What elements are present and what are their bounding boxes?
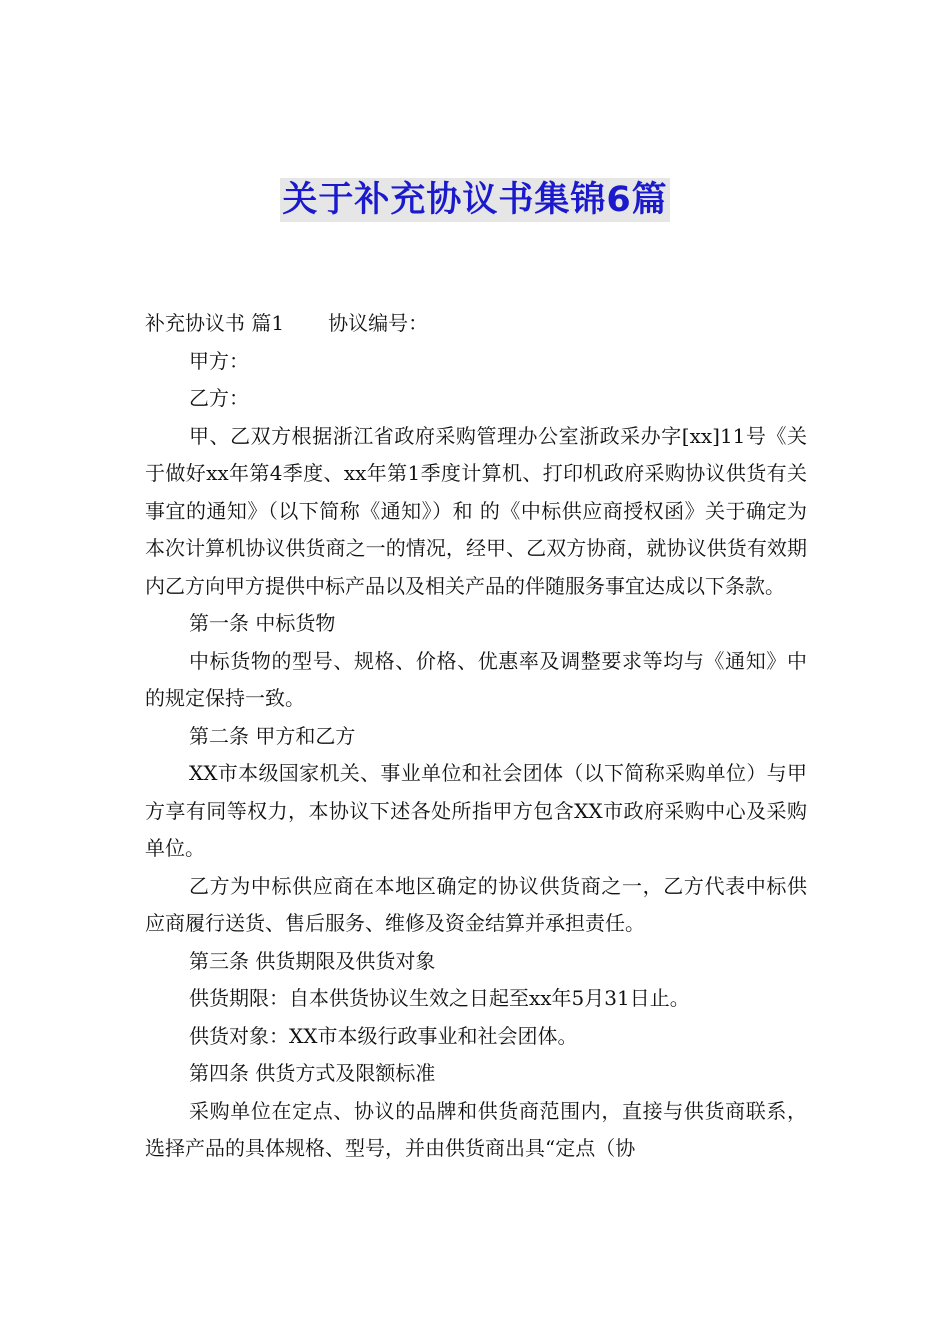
document-body [145,305,807,1168]
party-a-line: 甲方： [189,348,249,373]
article-4-text: 采购单位在定点、协议的品牌和供货商范围内，直接与供货商联系，选择产品的具体规格、型号，并由供货商出具“定点（协 [145,1098,807,1160]
article-4-heading: 第四条 供货方式及限额标准 [189,1061,436,1085]
article-2-text-1: XX市本级国家机关、事业单位和社会团体（以下简称采购单位）与甲方享有同等权力，本协议下述各处所指甲方包含XX市政府采购中心及采购单位。 [145,761,807,860]
supply-period-line: 供货期限：自本供货协议生效之日起至xx年5月31日止。 [189,986,690,1010]
article-3-heading: 第三条 供货期限及供货对象 [189,948,436,973]
article-1-heading: 第一条 中标货物 [189,611,336,635]
section-heading: 补充协议书 篇1 [145,311,285,335]
article-2-heading: 第二条 甲方和乙方 [189,723,356,748]
supply-target-line: 供货对象：XX市本级行政事业和社会团体。 [189,1023,578,1048]
party-b-line: 乙方： [189,386,249,410]
title-container [0,178,950,222]
agreement-number-label: 协议编号： [328,311,429,335]
document-title: 关于补充协议书集锦6篇 [282,180,668,220]
article-1-text: 中标货物的型号、规格、价格、优惠率及调整要求等均与《通知》中的规定保持一致。 [145,648,807,710]
first-line [145,305,807,343]
preamble-paragraph: 甲、乙双方根据浙江省政府采购管理办公室浙政采办字[xx]11号《关于做好xx年第4季度、xx年第1季度计算机、打印机政府采购协议供货有关事宜的通知》（以下简称《通知》）和 的《中标供应商授权函》关于确定为本次计算机协议供货商之一的情况，经甲、乙双方协商，就协议供货有效期内乙方向甲方提供中标产品以及相关产品的伴随服务事宜达成以下条款。 [145,423,807,598]
article-2-text-2: 乙方为中标供应商在本地区确定的协议供货商之一，乙方代表中标供应商履行送货、售后服务、维修及资金结算并承担责任。 [145,873,807,935]
